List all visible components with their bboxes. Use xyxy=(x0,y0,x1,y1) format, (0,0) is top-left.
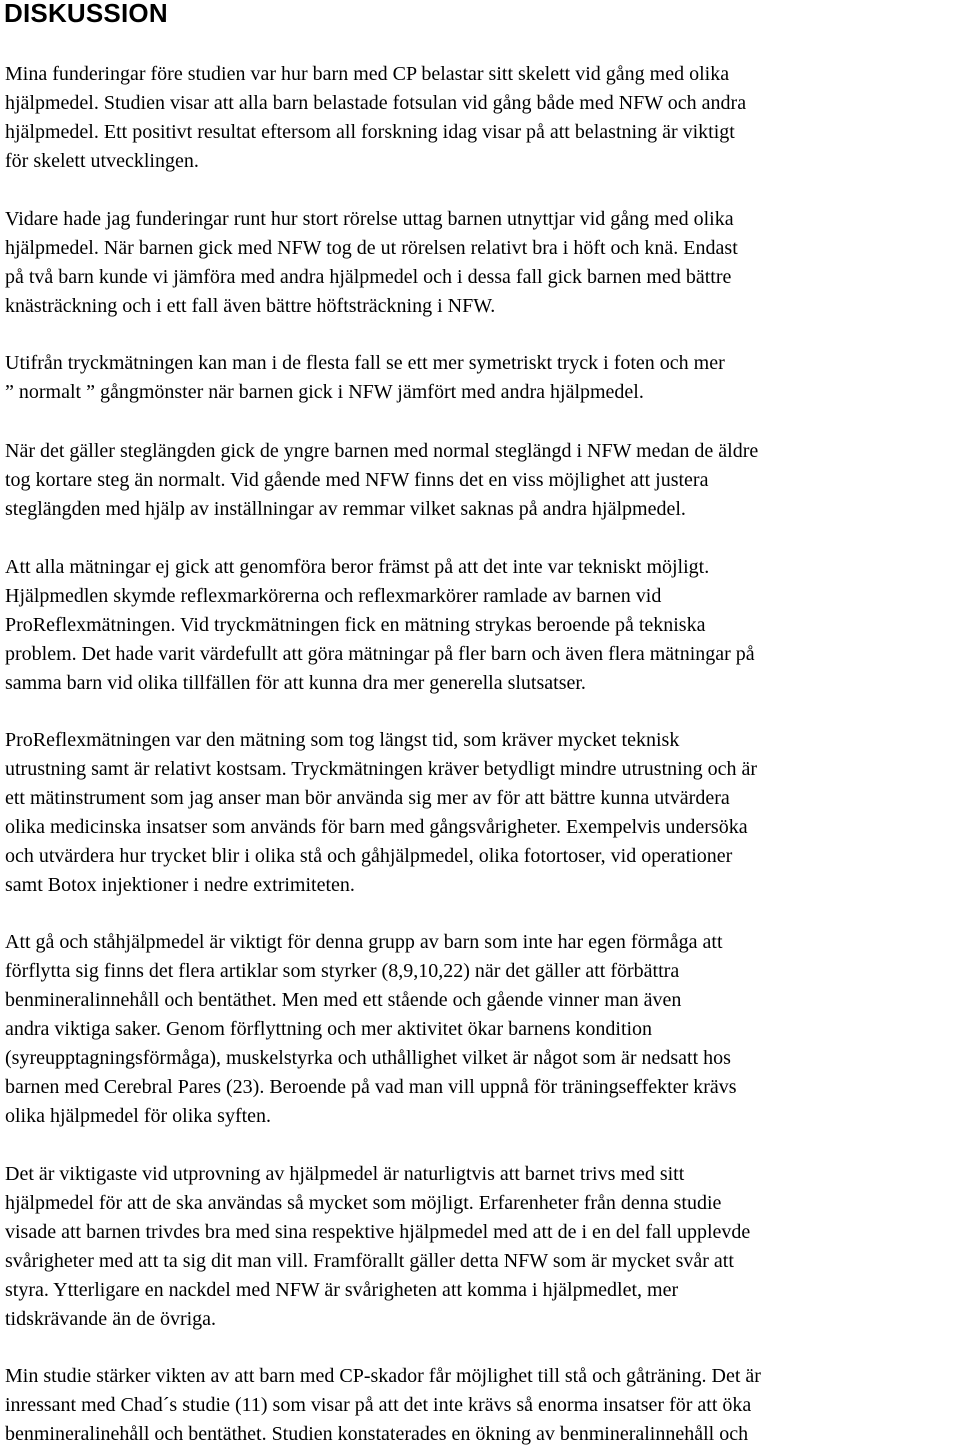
text-line: samt Botox injektioner i nedre extrimiteten. xyxy=(5,874,355,896)
text-line: (syreupptagningsförmåga), muskelstyrka och uthållighet vilket är något som är nedsatt hos xyxy=(5,1047,731,1069)
text-line: steglängden med hjälp av inställningar av remmar vilket saknas på andra hjälpmedel. xyxy=(5,498,686,520)
text-line: förflytta sig finns det flera artiklar som styrker (8,9,10,22) när det gäller att förbättra xyxy=(5,960,680,982)
text-line: visade att barnen trivdes bra med sina respektive hjälpmedel med att de i en del fall upplevde xyxy=(5,1221,751,1243)
text-line: När det gäller steglängden gick de yngre barnen med normal steglängd i NFW medan de äldre xyxy=(5,440,759,462)
text-line: Hjälpmedlen skymde reflexmarkörerna och reflexmarkörer ramlade av barnen vid xyxy=(5,585,662,607)
text-line: utrustning samt är relativt kostsam. Tryckmätningen kräver betydligt mindre utrustning och är xyxy=(5,758,758,780)
paragraph xyxy=(5,726,955,900)
text-line: knästräckning och i ett fall även bättre höftsträckning i NFW. xyxy=(5,295,496,317)
paragraph xyxy=(5,928,955,1131)
text-line: ” normalt ” gångmönster när barnen gick i NFW jämfört med andra hjälpmedel. xyxy=(5,381,644,403)
text-line: benmineralinehåll och bentäthet. Studien konstaterades en ökning av benmineralinnehåll och xyxy=(5,1423,749,1445)
text-line: ProReflexmätningen. Vid tryckmätningen fick en mätning strykas beroende på tekniska xyxy=(5,614,706,636)
text-line: ett mätinstrument som jag anser man bör använda sig mer av för att bättre kunna utvärdera xyxy=(5,787,730,809)
text-line: Utifrån tryckmätningen kan man i de flesta fall se ett mer symetriskt tryck i foten och mer xyxy=(5,352,725,374)
text-line: hjälpmedel. Ett positivt resultat eftersom all forskning idag visar på att belastning är viktigt xyxy=(5,121,735,143)
text-line: hjälpmedel. Studien visar att alla barn belastade fotsulan vid gång både med NFW och andra xyxy=(5,92,747,114)
text-line: styra. Ytterligare en nackdel med NFW är svårigheten att komma i hjälpmedlet, mer xyxy=(5,1279,679,1301)
text-line: och utvärdera hur trycket blir i olika stå och gåhjälpmedel, olika fotortoser, vid operationer xyxy=(5,845,733,867)
text-line: tidskrävande än de övriga. xyxy=(5,1308,217,1330)
text-line: problem. Det hade varit värdefullt att göra mätningar på fler barn och även flera mätningar på xyxy=(5,643,755,665)
text-line: svårigheter med att ta sig dit man vill. Framförallt gäller detta NFW som är mycket svår att xyxy=(5,1250,734,1272)
text-line: samma barn vid olika tillfällen för att kunna dra mer generella slutsatser. xyxy=(5,672,586,694)
text-line: Min studie stärker vikten av att barn med CP-skador får möjlighet till stå och gåträning. Det är xyxy=(5,1365,761,1387)
text-line: hjälpmedel. När barnen gick med NFW tog de ut rörelsen relativt bra i höft och knä. Endast xyxy=(5,237,738,259)
paragraph xyxy=(5,437,955,524)
text-line: inressant med Chad´s studie (11) som visar på att det inte krävs så enorma insatser för att öka xyxy=(5,1394,752,1416)
text-line: hjälpmedel för att de ska användas så mycket som möjligt. Erfarenheter från denna studie xyxy=(5,1192,722,1214)
text-line: Det är viktigaste vid utprovning av hjälpmedel är naturligtvis att barnet trivs med sitt xyxy=(5,1163,685,1185)
text-line: Vidare hade jag funderingar runt hur stort rörelse uttag barnen utnyttjar vid gång med olika xyxy=(5,208,734,230)
text-line: Att alla mätningar ej gick att genomföra beror främst på att det inte var tekniskt möjligt. xyxy=(5,556,710,578)
paragraph xyxy=(5,349,955,407)
paragraph xyxy=(5,1160,955,1334)
paragraph xyxy=(5,60,955,176)
paragraph xyxy=(5,1362,955,1449)
text-line: tog kortare steg än normalt. Vid gående med NFW finns det en viss möjlighet att justera xyxy=(5,469,709,491)
text-line: på två barn kunde vi jämföra med andra hjälpmedel och i dessa fall gick barnen med bättre xyxy=(5,266,732,288)
text-line: olika medicinska insatser som används för barn med gångsvårigheter. Exempelvis undersöka xyxy=(5,816,748,838)
text-line: ProReflexmätningen var den mätning som tog längst tid, som kräver mycket teknisk xyxy=(5,729,680,751)
section-heading: DISKUSSION xyxy=(4,0,168,28)
text-line: benmineralinnehåll och bentäthet. Men med ett stående och gående vinner man även xyxy=(5,989,682,1011)
paragraph xyxy=(5,553,955,698)
text-line: barnen med Cerebral Pares (23). Beroende på vad man vill uppnå för träningseffekter krävs xyxy=(5,1076,737,1098)
text-line: andra viktiga saker. Genom förflyttning och mer aktivitet ökar barnens kondition xyxy=(5,1018,653,1040)
text-line: olika hjälpmedel för olika syften. xyxy=(5,1105,272,1127)
text-line: för skelett utvecklingen. xyxy=(5,150,199,172)
paragraph xyxy=(5,205,955,321)
text-line: Mina funderingar före studien var hur barn med CP belastar sitt skelett vid gång med olika xyxy=(5,63,730,85)
text-line: Att gå och ståhjälpmedel är viktigt för denna grupp av barn som inte har egen förmåga att xyxy=(5,931,723,953)
